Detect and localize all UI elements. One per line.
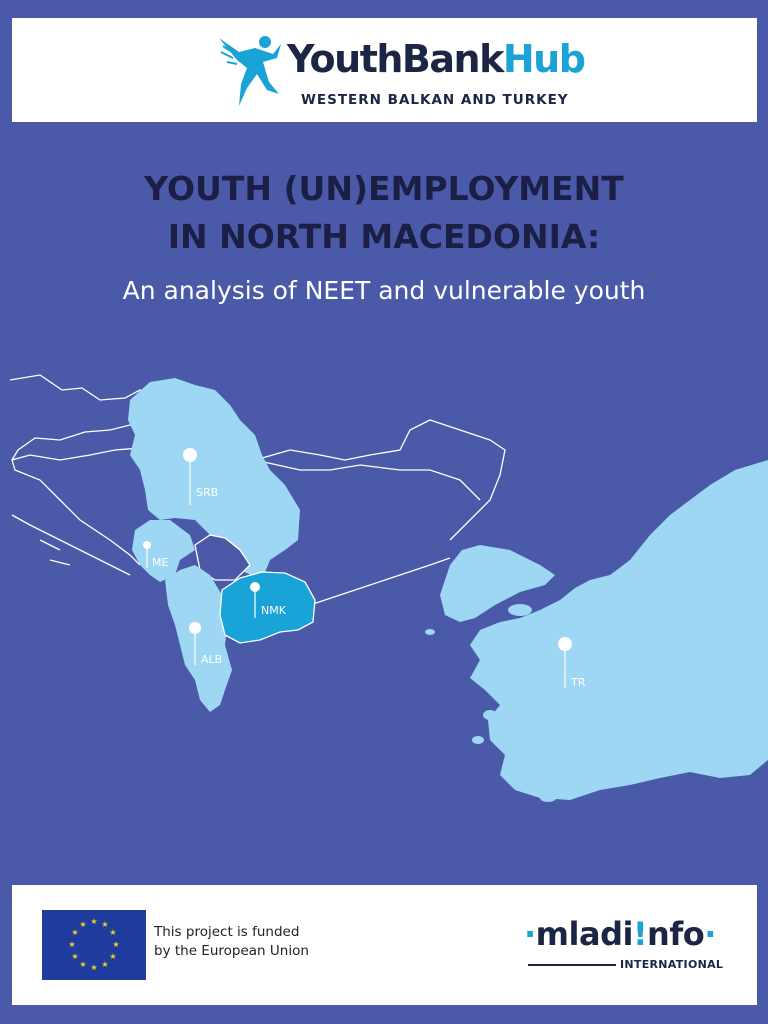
label-me: ME: [152, 556, 169, 569]
region-map: [0, 360, 768, 840]
svg-text:★: ★: [68, 940, 76, 949]
mladiinfo-subtitle: INTERNATIONAL: [620, 958, 724, 971]
label-srb: SRB: [196, 486, 219, 499]
turkey-thrace-shape: [440, 545, 555, 622]
title-line-2: IN NORTH MACEDONIA:: [167, 217, 601, 256]
funding-line-2: by the European Union: [154, 943, 309, 959]
svg-text:★: ★: [90, 963, 98, 972]
label-tr: TR: [571, 676, 586, 689]
svg-text:★: ★: [101, 920, 109, 929]
svg-text:★: ★: [109, 952, 117, 961]
eu-flag-icon: [42, 910, 146, 980]
logo-name: YouthBankHub: [287, 37, 585, 81]
footer-banner: [12, 885, 757, 1005]
svg-text:★: ★: [90, 917, 98, 926]
funding-line-1: This project is funded: [154, 924, 300, 940]
svg-text:★: ★: [71, 928, 79, 937]
svg-text:★: ★: [112, 940, 120, 949]
logo-subtitle: WESTERN BALKAN AND TURKEY: [301, 92, 569, 108]
svg-text:★: ★: [71, 952, 79, 961]
header-banner: [12, 18, 757, 122]
svg-text:★: ★: [79, 920, 87, 929]
svg-text:★: ★: [101, 960, 109, 969]
title-line-1: YOUTH (UN)EMPLOYMENT: [144, 169, 624, 208]
label-nmk: NMK: [261, 604, 286, 617]
mladiinfo-wordmark: ·mladi!nfo·: [524, 915, 716, 953]
albania-shape: [165, 565, 232, 712]
page-title: [0, 165, 768, 261]
jumping-figure-icon: [217, 28, 287, 114]
svg-text:★: ★: [79, 960, 87, 969]
funding-statement: [154, 923, 354, 961]
svg-text:★: ★: [109, 928, 117, 937]
youthbankhub-logo: [217, 28, 585, 114]
mladiinfo-underline: [528, 964, 616, 966]
label-alb: ALB: [201, 653, 223, 666]
mladiinfo-logo: [512, 915, 752, 975]
page-subtitle: An analysis of NEET and vulnerable youth: [122, 276, 646, 305]
turkey-anatolia-shape: [470, 460, 768, 800]
